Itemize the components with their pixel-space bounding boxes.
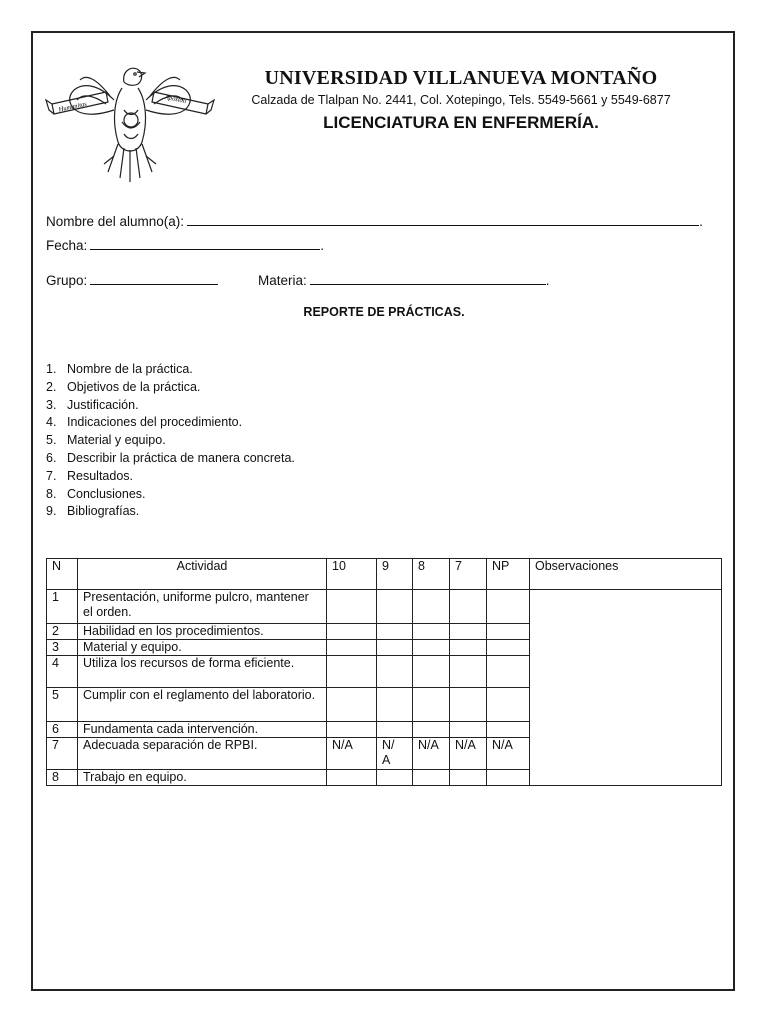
list-item-text: Material y equipo.	[67, 433, 166, 448]
score-cell[interactable]	[413, 640, 450, 656]
activity-cell: Fundamenta cada intervención.	[78, 722, 327, 738]
row-number: 5	[47, 688, 78, 722]
column-header: 8	[413, 559, 450, 590]
list-item-number: 5.	[46, 433, 57, 448]
list-item	[46, 503, 295, 521]
activity-cell: Trabajo en equipo.	[78, 770, 327, 786]
list-item-number: 2.	[46, 379, 57, 394]
score-cell[interactable]	[413, 722, 450, 738]
column-header: Actividad	[78, 559, 327, 590]
score-cell[interactable]	[487, 722, 530, 738]
logo-ribbon-left: Humanitas	[58, 100, 88, 114]
observations-cell[interactable]	[530, 590, 722, 786]
requirements-list	[46, 361, 295, 521]
list-item-text: Objetivos de la práctica.	[67, 379, 201, 394]
row-number: 2	[47, 624, 78, 640]
score-cell[interactable]	[327, 656, 377, 688]
column-header: N	[47, 559, 78, 590]
list-item	[46, 432, 295, 450]
list-item-number: 7.	[46, 468, 57, 483]
list-item-number: 6.	[46, 450, 57, 465]
list-item-number: 8.	[46, 486, 57, 501]
list-item-number: 4.	[46, 415, 57, 430]
score-cell[interactable]	[377, 590, 413, 624]
score-cell[interactable]	[450, 590, 487, 624]
score-cell[interactable]	[450, 656, 487, 688]
date-field	[46, 236, 324, 253]
student-name-field	[46, 212, 703, 229]
score-cell[interactable]	[487, 640, 530, 656]
score-cell[interactable]: N/A	[327, 738, 377, 770]
score-cell[interactable]	[327, 590, 377, 624]
score-cell[interactable]	[327, 722, 377, 738]
list-item-text: Conclusiones.	[67, 486, 146, 501]
list-item	[46, 397, 295, 415]
score-cell[interactable]	[450, 624, 487, 640]
subject-line[interactable]	[310, 271, 546, 285]
score-cell[interactable]	[377, 722, 413, 738]
column-header: Observaciones	[530, 559, 722, 590]
student-name-end: .	[699, 214, 703, 229]
score-cell[interactable]	[487, 688, 530, 722]
report-title: REPORTE DE PRÁCTICAS.	[303, 305, 465, 319]
student-name-line[interactable]	[187, 212, 699, 226]
list-item	[46, 361, 295, 379]
list-item	[46, 486, 295, 504]
list-item-text: Resultados.	[67, 468, 134, 483]
list-item-text: Indicaciones del procedimiento.	[67, 415, 243, 430]
activity-cell: Adecuada separación de RPBI.	[78, 738, 327, 770]
list-item	[46, 414, 295, 432]
score-cell[interactable]	[413, 590, 450, 624]
row-number: 3	[47, 640, 78, 656]
activity-cell: Presentación, uniforme pulcro, mantener el orden.	[78, 590, 327, 624]
score-cell[interactable]	[450, 688, 487, 722]
row-number: 4	[47, 656, 78, 688]
score-cell[interactable]: N/A	[487, 738, 530, 770]
university-name: UNIVERSIDAD VILLANUEVA MONTAÑO	[264, 67, 658, 89]
row-number: 6	[47, 722, 78, 738]
group-line[interactable]	[90, 271, 218, 285]
evaluation-table	[46, 558, 722, 786]
score-cell[interactable]	[487, 624, 530, 640]
list-item	[46, 379, 295, 397]
score-cell[interactable]	[377, 656, 413, 688]
activity-cell: Habilidad en los procedimientos.	[78, 624, 327, 640]
score-cell[interactable]	[450, 640, 487, 656]
date-line[interactable]	[90, 236, 320, 250]
score-cell[interactable]	[450, 770, 487, 786]
score-cell[interactable]	[450, 722, 487, 738]
table-row	[47, 590, 722, 624]
activity-cell: Utiliza los recursos de forma eficiente.	[78, 656, 327, 688]
group-field	[46, 271, 218, 288]
list-item-number: 1.	[46, 362, 57, 376]
column-header: 10	[327, 559, 377, 590]
score-cell[interactable]: N/A	[413, 738, 450, 770]
list-item-number: 9.	[46, 504, 57, 519]
date-label: Fecha:	[46, 238, 88, 253]
date-end: .	[320, 238, 325, 253]
score-cell[interactable]	[377, 624, 413, 640]
row-number: 7	[47, 738, 78, 770]
score-cell[interactable]	[413, 688, 450, 722]
row-number: 1	[47, 590, 78, 624]
eagle-crest-icon	[44, 60, 216, 190]
score-cell[interactable]	[327, 624, 377, 640]
subject-label: Materia:	[258, 273, 307, 288]
score-cell[interactable]: N/ A	[377, 738, 413, 770]
score-cell[interactable]	[377, 640, 413, 656]
activity-cell: Cumplir con el reglamento del laboratorio.	[78, 688, 327, 722]
list-item-text: Nombre de la práctica.	[67, 362, 193, 376]
column-header: 7	[450, 559, 487, 590]
list-item	[46, 468, 295, 486]
column-header: NP	[487, 559, 530, 590]
score-cell[interactable]	[327, 640, 377, 656]
list-item-text: Describir la práctica de manera concreta.	[67, 450, 295, 465]
column-header: 9	[377, 559, 413, 590]
group-label: Grupo:	[46, 273, 88, 288]
table-header-row	[47, 559, 722, 590]
list-item-text: Justificación.	[67, 397, 139, 412]
list-item-text: Bibliografías.	[67, 504, 140, 519]
score-cell[interactable]	[487, 656, 530, 688]
list-item	[46, 450, 295, 468]
university-address: Calzada de Tlalpan No. 2441, Col. Xotepingo, Tels. 5549-5661 y 5549-6877	[251, 93, 671, 107]
score-cell[interactable]	[487, 770, 530, 786]
score-cell[interactable]	[413, 770, 450, 786]
student-name-label: Nombre del alumno(a):	[46, 214, 185, 229]
row-number: 8	[47, 770, 78, 786]
score-cell[interactable]	[413, 624, 450, 640]
score-cell[interactable]: N/A	[450, 738, 487, 770]
activity-cell: Material y equipo.	[78, 640, 327, 656]
subject-field	[258, 271, 550, 288]
list-item-number: 3.	[46, 397, 57, 412]
score-cell[interactable]	[327, 770, 377, 786]
program-name: LICENCIATURA EN ENFERMERÍA.	[323, 113, 599, 132]
score-cell[interactable]	[413, 656, 450, 688]
logo-ribbon-right: Apostoli	[164, 93, 188, 106]
score-cell[interactable]	[377, 770, 413, 786]
subject-end: .	[545, 273, 550, 288]
score-cell[interactable]	[327, 688, 377, 722]
score-cell[interactable]	[487, 590, 530, 624]
score-cell[interactable]	[377, 688, 413, 722]
